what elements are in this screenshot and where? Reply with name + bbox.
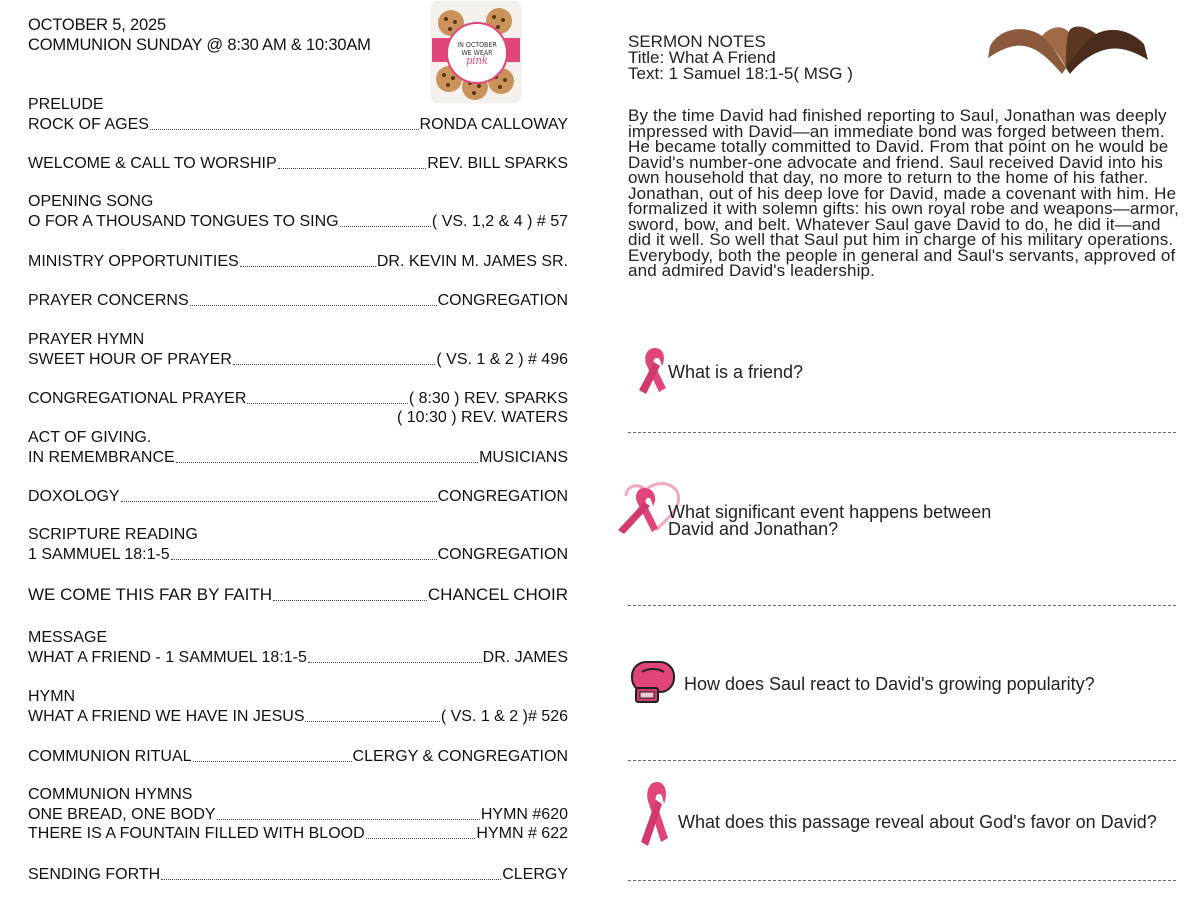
question-1: What is a friend? xyxy=(668,362,804,382)
sermon-notes xyxy=(628,32,1188,832)
service-title: COMMUNION SUNDAY @ 8:30 AM & 10:30AM xyxy=(28,36,371,54)
program-item-communion-hymns: COMMUNION HYMNS ONE BREAD, ONE BODY HYMN #620 THERE IS A FOUNTAIN FILLED WITH BLOOD HYMN # 622 xyxy=(28,786,568,842)
program-item-ministry: MINISTRY OPPORTUNITIES DR. KEVIN M. JAMES SR. xyxy=(28,253,568,270)
service-date: OCTOBER 5, 2025 xyxy=(28,16,166,34)
program-item-giving: ACT OF GIVING. IN REMEMBRANCE MUSICIANS xyxy=(28,429,568,466)
program-item-hymn: HYMN WHAT A FRIEND WE HAVE IN JESUS ( VS. 1 & 2 )# 526 xyxy=(28,688,568,725)
program-item-prayer-hymn: PRAYER HYMN SWEET HOUR OF PRAYER ( VS. 1 & 2 ) # 496 xyxy=(28,331,568,368)
program-item-choir: WE COME THIS FAR BY FAITH CHANCEL CHOIR xyxy=(28,585,568,604)
answer-line-3[interactable] xyxy=(628,760,1176,761)
pink-cookie-pack-image xyxy=(432,2,520,102)
sermon-scripture: Text: 1 Samuel 18:1-5( MSG ) xyxy=(628,64,853,83)
program-item-doxology: DOXOLOGY CONGREGATION xyxy=(28,488,568,505)
cookie-label: IN OCTOBER WE WEAR pink xyxy=(446,22,508,84)
question-2: What significant event happens between David and Jonathan? xyxy=(668,502,992,539)
question-3: How does Saul react to David's growing popularity? xyxy=(684,674,1095,694)
answer-line-4[interactable] xyxy=(628,880,1176,881)
program-item-message: MESSAGE WHAT A FRIEND - 1 SAMMUEL 18:1-5 DR. JAMES xyxy=(28,629,568,666)
sermon-notes-heading: SERMON NOTES xyxy=(628,32,766,51)
heart-hands-icon xyxy=(980,16,1152,86)
answer-line-1[interactable] xyxy=(628,432,1176,433)
program-item-welcome: WELCOME & CALL TO WORSHIP REV. BILL SPARKS xyxy=(28,155,568,172)
program-item-prelude: PRELUDE ROCK OF AGES RONDA CALLOWAY xyxy=(28,96,568,133)
program-item-communion-ritual: COMMUNION RITUAL CLERGY & CONGREGATION xyxy=(28,748,568,765)
question-4: What does this passage reveal about God's favor on David? xyxy=(678,812,1157,832)
scripture-passage: By the time David had finished reporting to Saul, Jonathan was deeply impressed with David—an immediate bond was forged between them. He became totally committed to David. From that point on he would be David's number-one advocate and friend. Saul received David into his own household that day, no more to return to the home of his father. Jonathan, out of his deep love for David, made a covenant with him. He formalized it with solemn gifts: his own royal robe and weapons—armor, sword, bow, and belt. Whatever Saul gave David to do, he did it—and did it well. So well that Saul put him in charge of his military operations. Everybody, both the people in general and Saul's servants, approved of and admired David's leadership. xyxy=(628,106,1179,280)
program-item-congregational-prayer: CONGREGATIONAL PRAYER ( 8:30 ) REV. SPARKS ( 10:30 ) REV. WATERS xyxy=(28,390,568,426)
pink-boxing-glove-icon xyxy=(628,656,682,706)
program-item-scripture: SCRIPTURE READING 1 SAMMUEL 18:1-5 CONGREGATION xyxy=(28,526,568,563)
program-item-opening-song: OPENING SONG O FOR A THOUSAND TONGUES TO SING ( VS. 1,2 & 4 ) # 57 xyxy=(28,193,568,230)
pink-ribbon-icon xyxy=(638,778,676,852)
program-item-prayer-concerns: PRAYER CONCERNS CONGREGATION xyxy=(28,292,568,309)
program-item-sending-forth: SENDING FORTH CLERGY xyxy=(28,866,568,883)
sermon-title: Title: What A Friend xyxy=(628,48,776,67)
answer-line-2[interactable] xyxy=(628,605,1176,606)
